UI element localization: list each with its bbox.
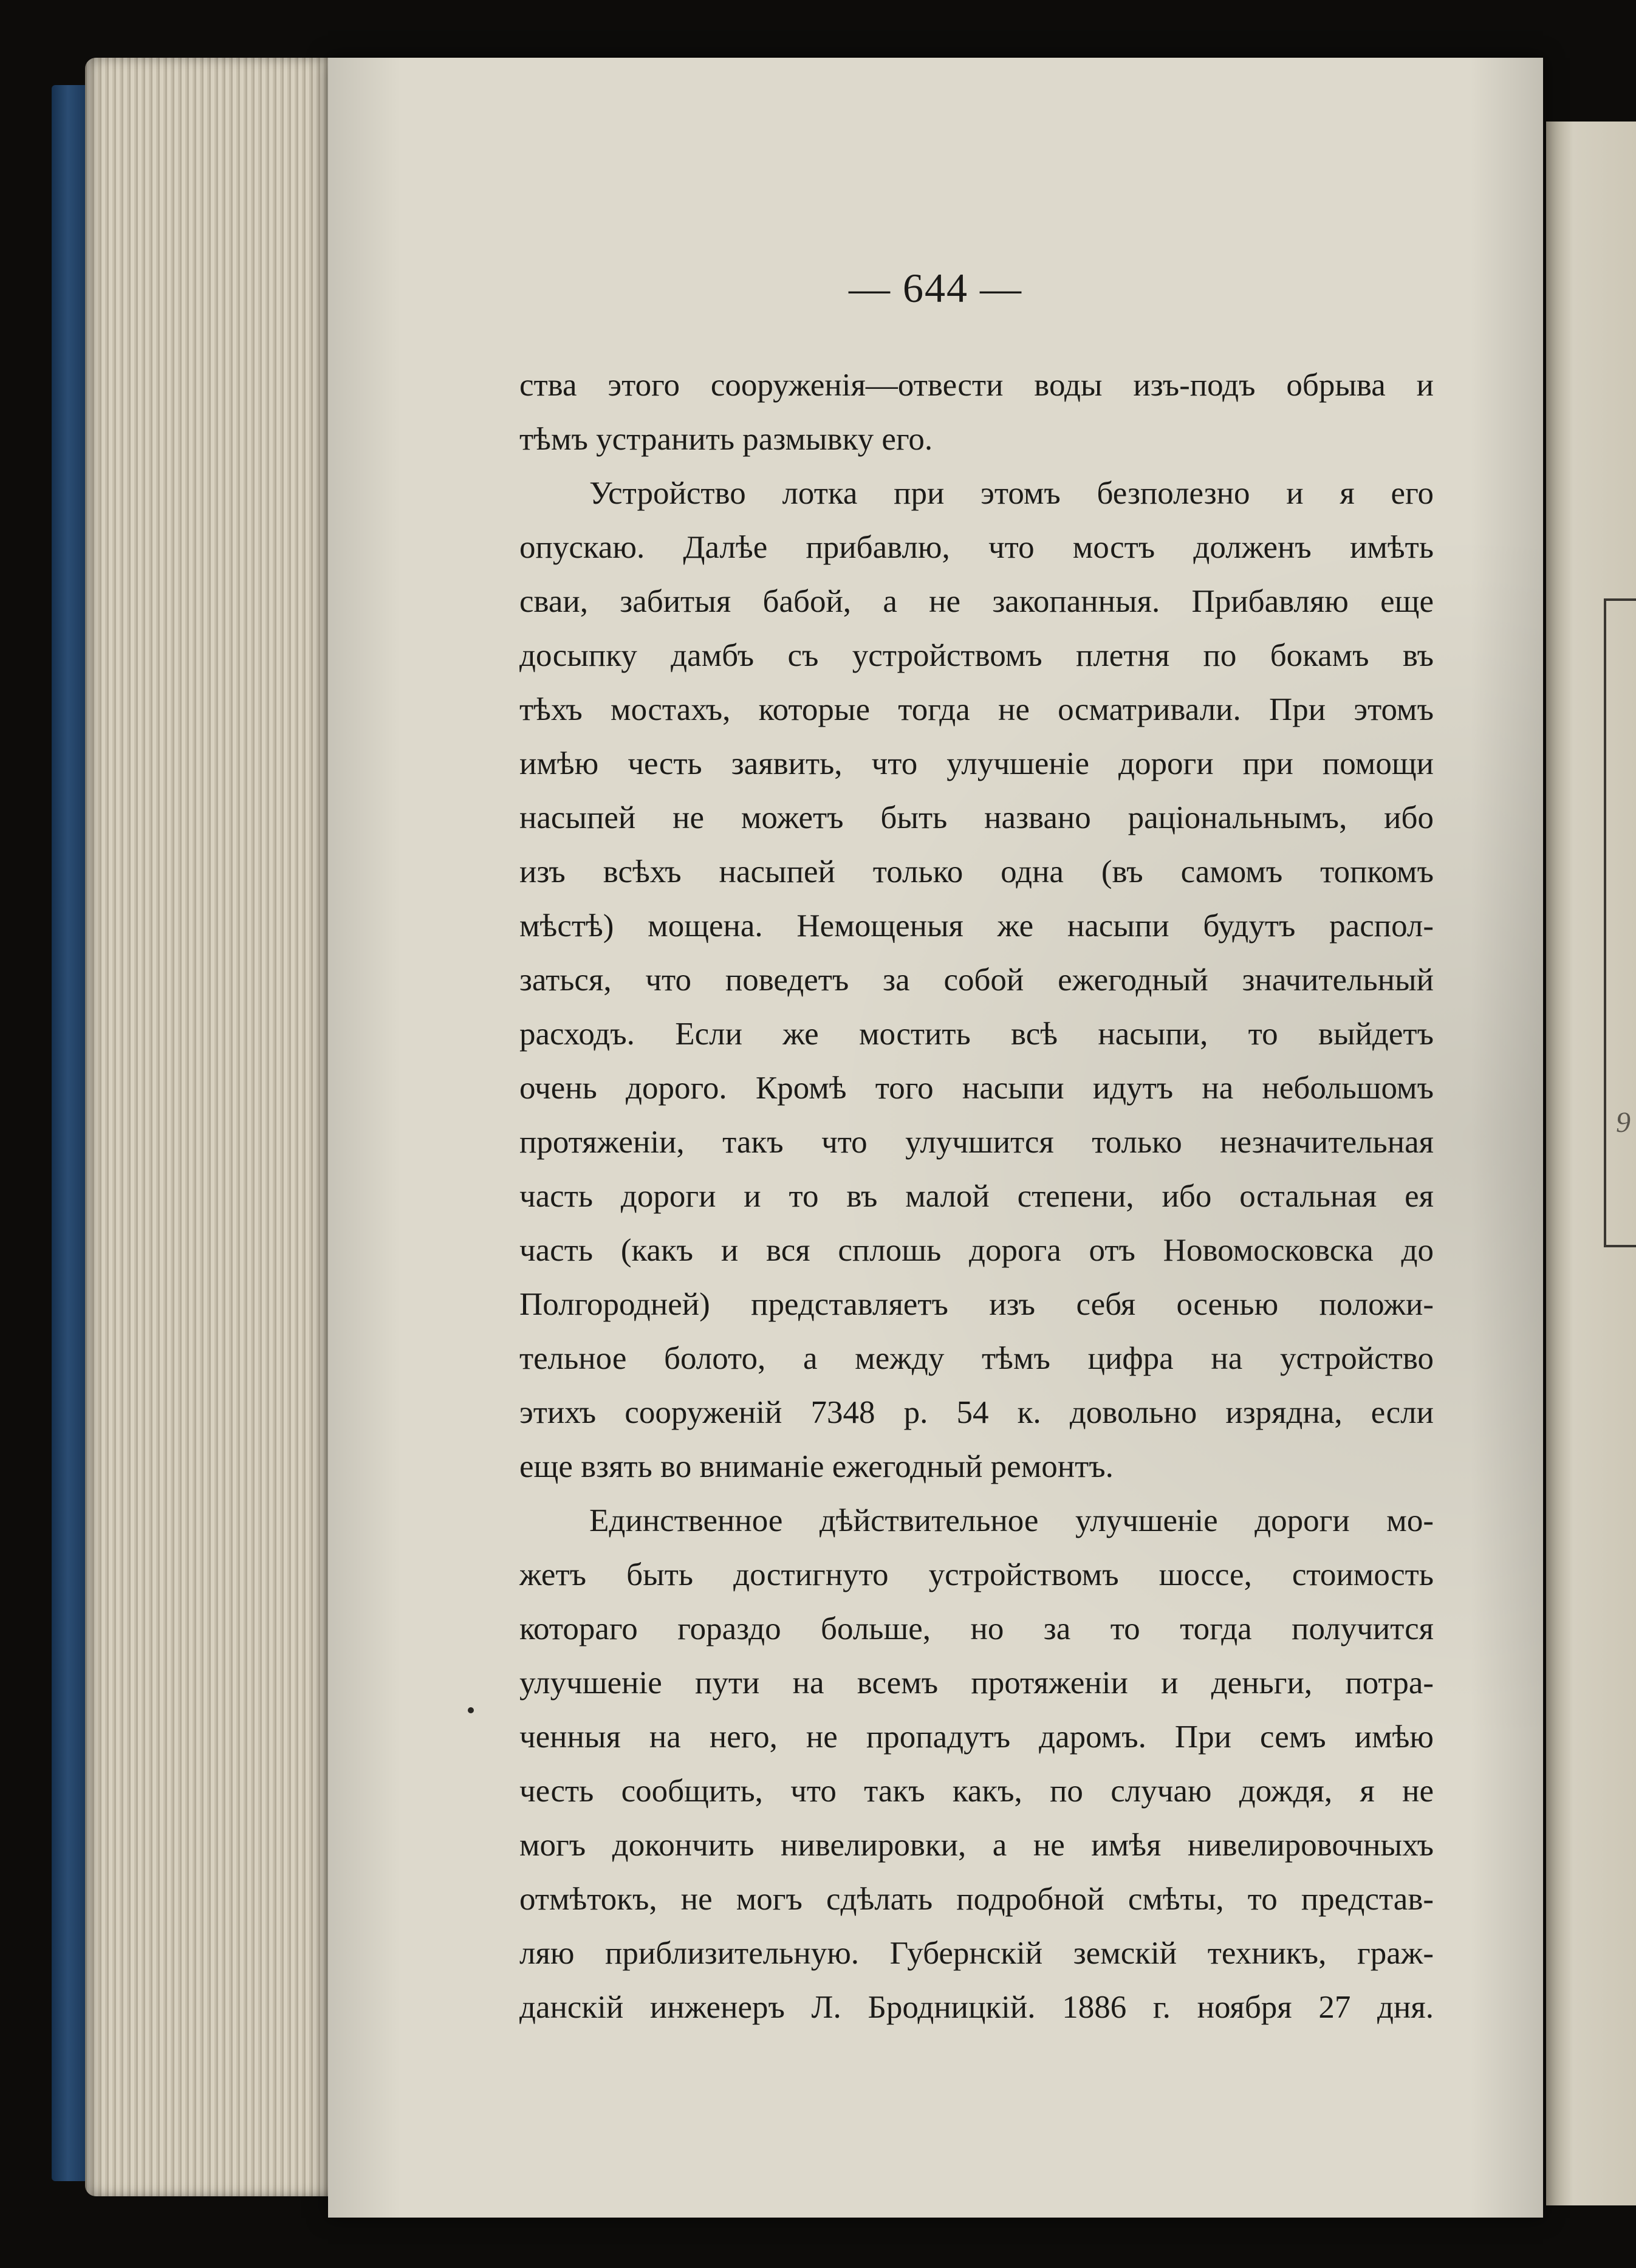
text-line: честь сообщить, что такъ какъ, по случаю дождя, я не <box>519 1773 1434 1809</box>
text-line: насыпей не можетъ быть названо раціональнымъ, ибо <box>519 800 1434 835</box>
text-line: часть дороги и то въ малой степени, ибо остальная ея <box>519 1179 1434 1214</box>
text-line: очень дорого. Кромѣ того насыпи идутъ на небольшомъ <box>519 1071 1434 1106</box>
book-cover <box>52 85 88 2181</box>
text-line: котораго гораздо больше, но за то тогда получится <box>519 1611 1434 1646</box>
text-line: могъ докончить нивелировки, а не имѣя нивелировочныхъ <box>519 1828 1434 1863</box>
text-line: Устройство лотка при этомъ безполезно и я его <box>589 476 1434 511</box>
text-line: ства этого сооруженія—отвести воды изъ-подъ обрыва и <box>519 368 1434 403</box>
text-line: имѣю честь заявить, что улучшеніе дороги при помощи <box>519 746 1434 781</box>
text-line: тѣхъ мостахъ, которые тогда не осматривали. При этомъ <box>519 692 1434 727</box>
text-line: расходъ. Если же мостить всѣ насыпи, то выйдетъ <box>519 1016 1434 1052</box>
text-line: опускаю. Далѣе прибавлю, что мостъ долженъ имѣть <box>519 530 1434 565</box>
next-page-frame <box>1604 598 1636 1247</box>
page-edges <box>85 58 346 2196</box>
text-line: ляю приблизительную. Губернскій земскій техникъ, граж- <box>519 1936 1434 1971</box>
text-line: тѣмъ устранить размывку его. <box>519 422 933 457</box>
text-line: жетъ быть достигнуто устройствомъ шоссе, стоимость <box>519 1557 1434 1592</box>
text-line: этихъ сооруженій 7348 р. 54 к. довольно изрядна, если <box>519 1395 1434 1430</box>
ink-speck <box>468 1707 474 1713</box>
text-line: мѣстѣ) мощена. Немощеныя же насыпи будутъ распол- <box>519 908 1434 944</box>
text-line: улучшеніе пути на всемъ протяженіи и деньги, потра- <box>519 1665 1434 1701</box>
text-line: еще взять во вниманіе ежегодный ремонтъ. <box>519 1449 1114 1484</box>
text-line: ченныя на него, не пропадутъ даромъ. При семъ имѣю <box>519 1719 1434 1755</box>
next-page-sliver <box>1546 122 1636 2205</box>
page-text <box>519 358 1434 2035</box>
text-line: протяженіи, такъ что улучшится только незначительная <box>519 1125 1434 1160</box>
text-line: Единственное дѣйствительное улучшеніе дороги мо- <box>589 1503 1434 1538</box>
text-line: данскій инженеръ Л. Бродницкій. 1886 г. ноября 27 дня. <box>519 1990 1434 2025</box>
book-page <box>328 58 1543 2218</box>
text-line: часть (какъ и вся сплошь дорога отъ Новомосковска до <box>519 1233 1434 1268</box>
next-page-margin-mark: 9 <box>1616 1106 1631 1139</box>
text-line: отмѣтокъ, не могъ сдѣлать подробной смѣты, то представ- <box>519 1882 1434 1917</box>
text-line: Полгородней) представляетъ изъ себя осенью положи- <box>519 1287 1434 1322</box>
text-line: тельное болото, а между тѣмъ цифра на устройство <box>519 1341 1434 1376</box>
text-line: заться, что поведетъ за собой ежегодный значительный <box>519 962 1434 998</box>
text-line: сваи, забитыя бабой, а не закопанныя. Прибавляю еще <box>519 584 1434 619</box>
text-line: изъ всѣхъ насыпей только одна (въ самомъ топкомъ <box>519 854 1434 889</box>
page-number: — 644 — <box>849 265 1022 311</box>
text-line: досыпку дамбъ съ устройствомъ плетня по бокамъ въ <box>519 638 1434 673</box>
